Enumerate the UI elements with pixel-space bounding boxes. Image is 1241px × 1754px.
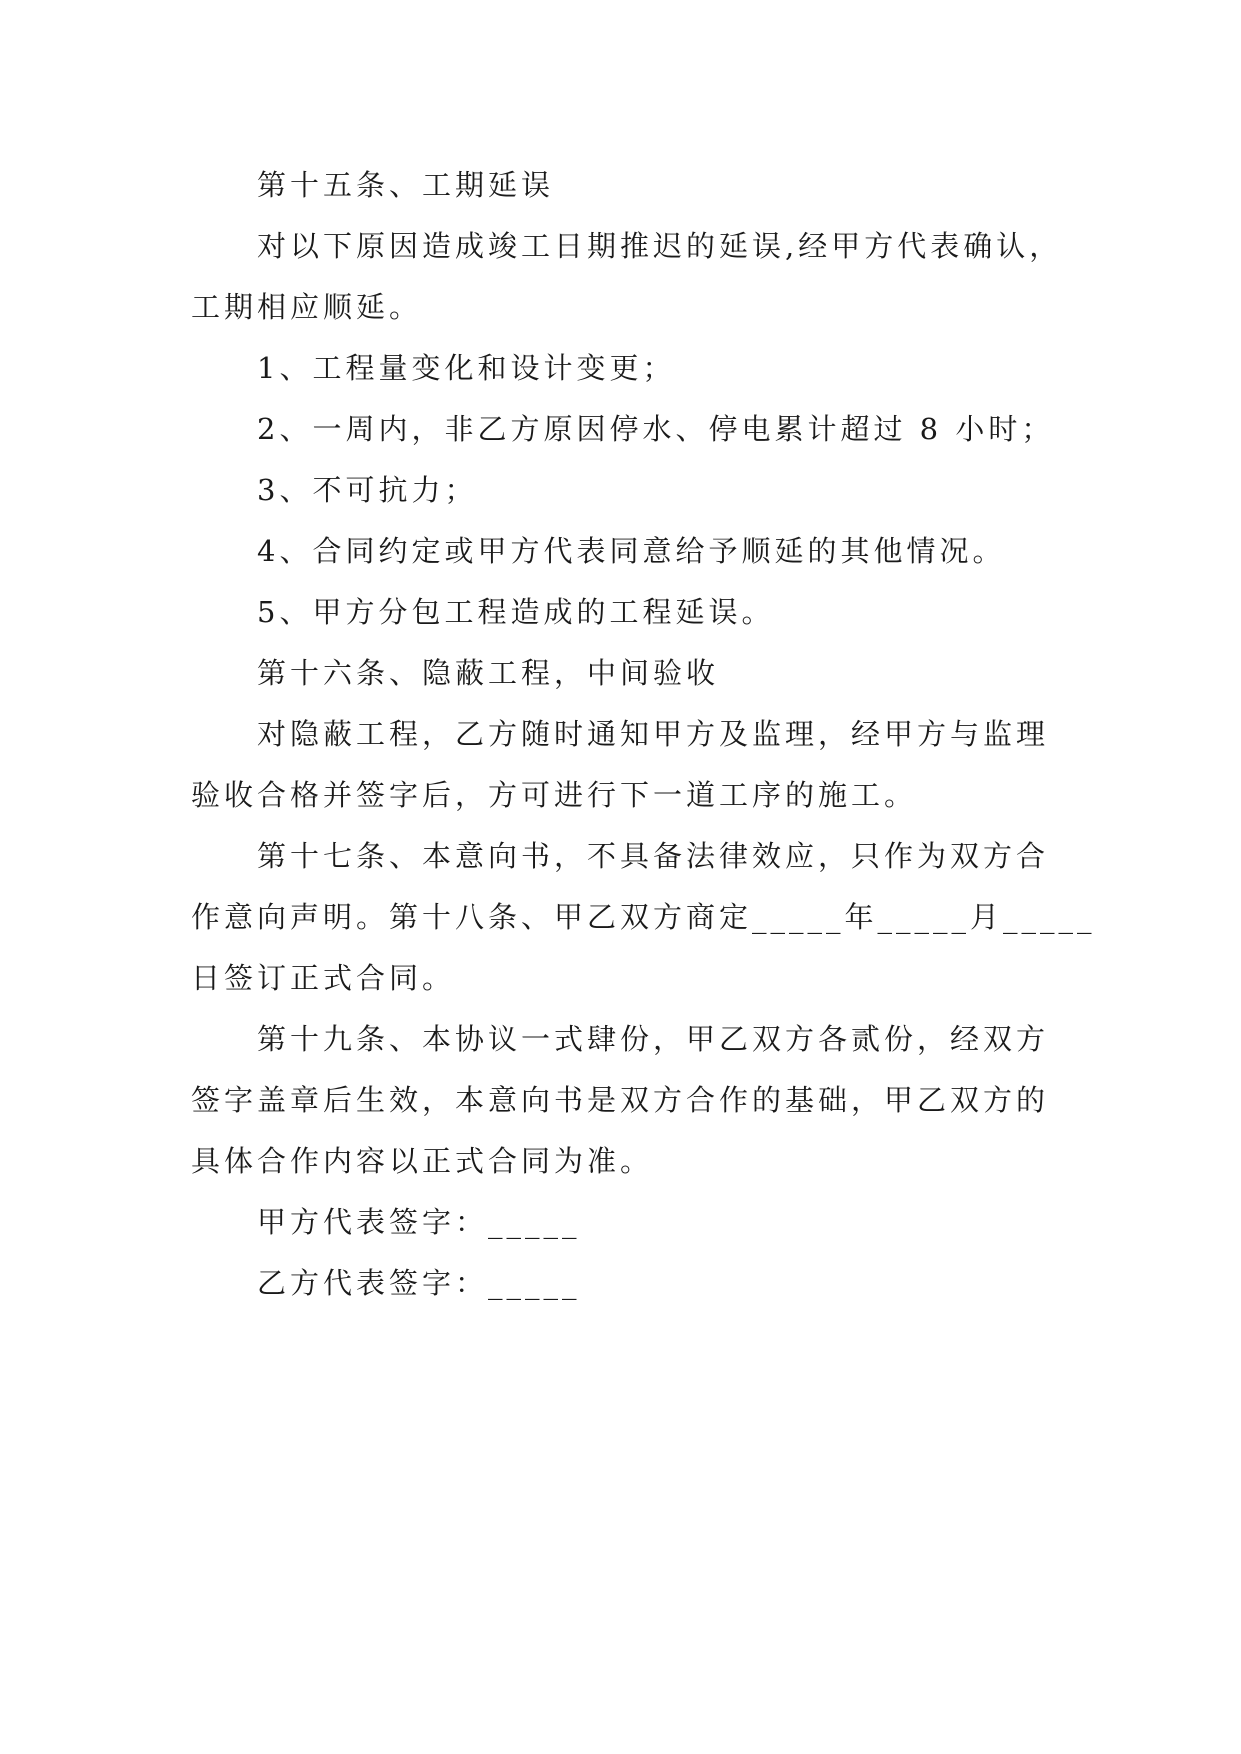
- article-16-heading: 第十六条、隐蔽工程，中间验收: [257, 656, 720, 690]
- paragraph-line: 具体合作内容以正式合同为准。: [191, 1144, 654, 1178]
- paragraph-line: 作意向声明。第十八条、甲乙双方商定_____年_____月_____: [191, 900, 1096, 934]
- paragraph-line: 工期相应顺延。: [191, 290, 423, 324]
- list-item: 2、一周内，非乙方原因停水、停电累计超过 8 小时；: [257, 412, 1055, 446]
- paragraph-line: 签字盖章后生效，本意向书是双方合作的基础，甲乙双方的: [191, 1083, 1050, 1117]
- party-b-signature-line: 乙方代表签字：_____: [257, 1266, 581, 1300]
- paragraph-line: 对隐蔽工程，乙方随时通知甲方及监理，经甲方与监理: [257, 717, 1050, 751]
- paragraph-line: 对以下原因造成竣工日期推迟的延误,经甲方代表确认，: [257, 229, 1063, 263]
- paragraph-line: 日签订正式合同。: [191, 961, 456, 995]
- paragraph-line: 第十七条、本意向书，不具备法律效应，只作为双方合: [257, 839, 1050, 873]
- list-item: 4、合同约定或甲方代表同意给予顺延的其他情况。: [257, 534, 1006, 568]
- party-a-signature-line: 甲方代表签字：_____: [257, 1205, 581, 1239]
- paragraph-line: 第十九条、本协议一式肆份，甲乙双方各贰份，经双方: [257, 1022, 1050, 1056]
- list-item: 5、甲方分包工程造成的工程延误。: [257, 595, 775, 629]
- list-item: 1、工程量变化和设计变更；: [257, 351, 676, 385]
- article-15-heading: 第十五条、工期延误: [257, 168, 555, 202]
- document-body: [191, 155, 1096, 1314]
- paragraph-line: 验收合格并签字后，方可进行下一道工序的施工。: [191, 778, 918, 812]
- list-item: 3、不可抗力；: [257, 473, 478, 507]
